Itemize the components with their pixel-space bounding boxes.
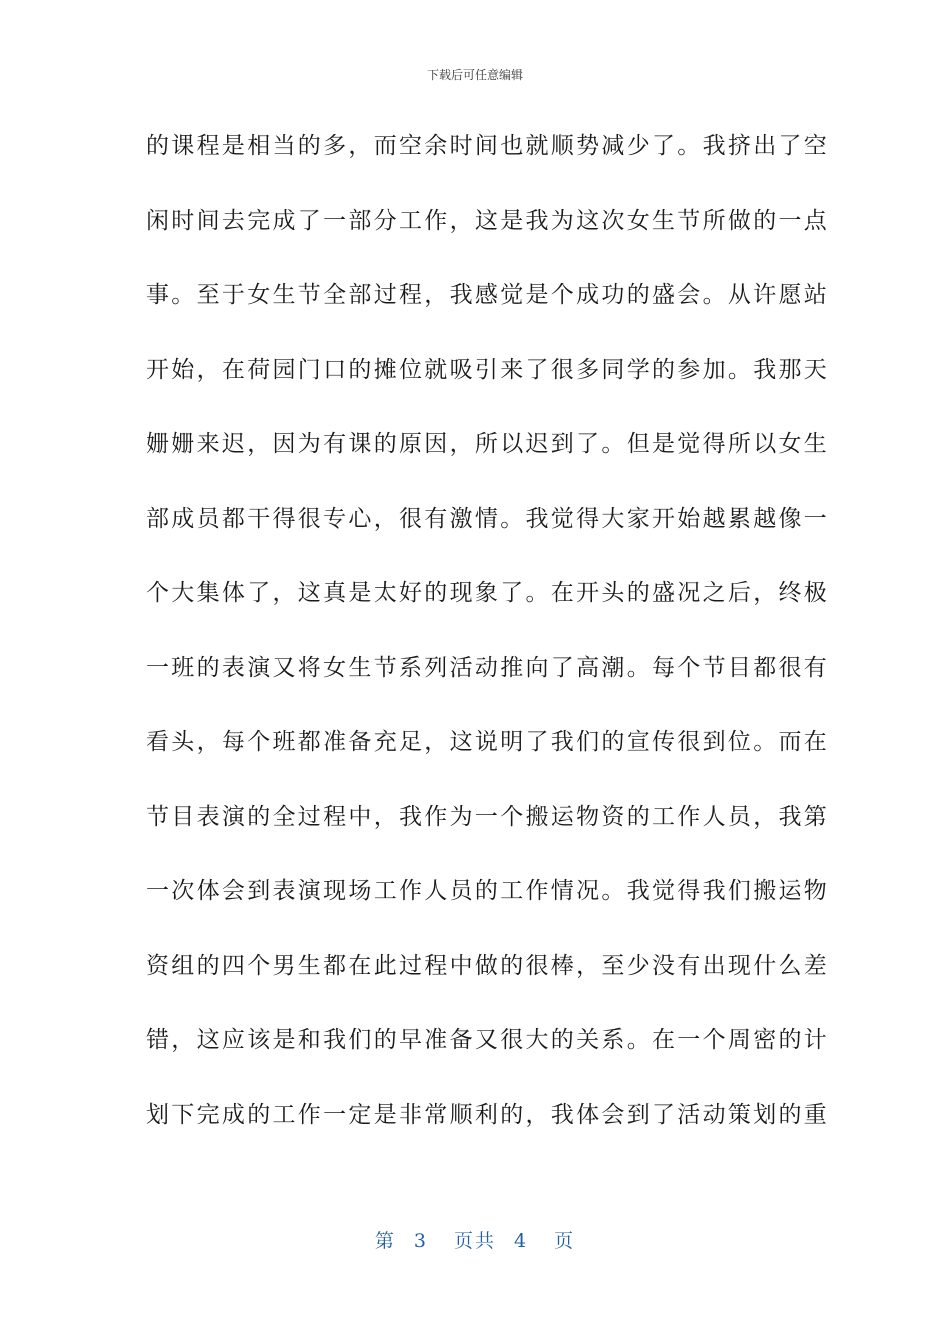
total-pages-number: 4 <box>514 1230 529 1252</box>
text-line: 一次体会到表演现场工作人员的工作情况。我觉得我们搬运物 <box>146 878 830 904</box>
text-line: 个大集体了，这真是太好的现象了。在开头的盛况之后，终极 <box>146 580 830 606</box>
text-line: 闲时间去完成了一部分工作，这是我为这次女生节所做的一点 <box>146 207 830 234</box>
page-header <box>0 66 950 83</box>
text-line: 看头，每个班都准备充足，这说明了我们的宣传很到位。而在 <box>146 729 830 755</box>
page-number-prefix: 第 <box>374 1230 396 1252</box>
page-number-suffix: 页 <box>554 1230 576 1252</box>
text-line: 事。至于女生节全部过程，我感觉是个成功的盛会。从许愿站 <box>146 282 830 308</box>
text-line: 一班的表演又将女生节系列活动推向了高潮。每个节目都很有 <box>146 654 830 681</box>
page-footer <box>0 1226 950 1253</box>
document-body <box>146 124 830 1167</box>
text-line: 部成员都干得很专心，很有激情。我觉得大家开始越累越像一 <box>146 505 830 532</box>
page-number-middle: 页共 <box>453 1230 496 1252</box>
text-line: 姗姗来迟，因为有课的原因，所以迟到了。但是觉得所以女生 <box>146 431 830 457</box>
text-line: 的课程是相当的多，而空余时间也就顺势减少了。我挤出了空 <box>146 133 830 159</box>
text-line: 划下完成的工作一定是非常顺利的，我体会到了活动策划的重 <box>146 1101 830 1128</box>
text-line: 错，这应该是和我们的早准备又很大的关系。在一个周密的计 <box>146 1027 830 1053</box>
header-text: 下载后可任意编辑 <box>426 68 523 82</box>
text-line: 资组的四个男生都在此过程中做的很棒，至少没有出现什么差 <box>146 952 830 979</box>
current-page-number: 3 <box>413 1230 428 1252</box>
text-line: 节目表演的全过程中，我作为一个搬运物资的工作人员，我第 <box>146 803 830 830</box>
text-line: 开始，在荷园门口的摊位就吸引来了很多同学的参加。我那天 <box>146 356 830 383</box>
